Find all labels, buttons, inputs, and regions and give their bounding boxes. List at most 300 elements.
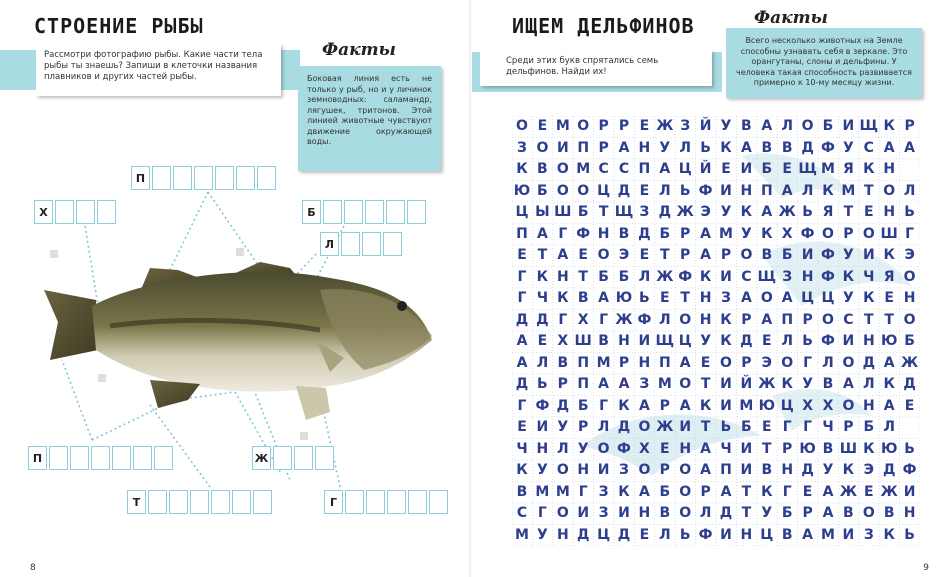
grid-letter[interactable]: Г <box>517 397 527 414</box>
grid-letter[interactable]: К <box>761 483 773 500</box>
grid-letter[interactable]: К <box>883 376 895 392</box>
grid-letter[interactable]: О <box>760 290 773 306</box>
grid-letter[interactable]: Н <box>862 397 875 414</box>
grid-letter[interactable]: Х <box>822 397 834 414</box>
grid-letter[interactable]: Ш <box>554 204 572 220</box>
grid-letter[interactable]: Ф <box>535 397 550 414</box>
grid-letter[interactable]: В <box>659 505 671 521</box>
grid-letter[interactable]: А <box>822 505 834 521</box>
grid-letter[interactable]: Ж <box>676 204 694 220</box>
grid-letter[interactable]: Г <box>782 483 792 500</box>
grid-letter[interactable]: Ш <box>574 333 592 349</box>
grid-letter[interactable]: И <box>720 376 732 392</box>
grid-letter[interactable]: Я <box>843 161 854 177</box>
grid-letter[interactable]: Э <box>863 462 874 478</box>
grid-letter[interactable]: Ш <box>839 440 858 457</box>
grid-letter[interactable]: Д <box>740 333 753 349</box>
grid-letter[interactable]: О <box>862 505 875 521</box>
answer-cell[interactable] <box>253 490 272 514</box>
grid-letter[interactable]: Т <box>680 290 690 306</box>
grid-letter[interactable]: Б <box>904 333 915 349</box>
grid-letter[interactable]: В <box>761 462 773 478</box>
grid-letter[interactable]: Р <box>578 419 589 435</box>
grid-letter[interactable]: Х <box>577 311 589 328</box>
grid-letter[interactable]: Т <box>864 311 874 328</box>
grid-letter[interactable]: Н <box>618 333 630 349</box>
grid-letter[interactable]: О <box>556 182 569 199</box>
grid-letter[interactable]: Е <box>660 290 670 306</box>
grid-letter[interactable]: М <box>596 354 611 371</box>
grid-letter[interactable]: Т <box>843 204 854 220</box>
grid-letter[interactable]: Л <box>638 268 651 285</box>
grid-letter[interactable]: Н <box>556 268 569 285</box>
grid-letter[interactable]: А <box>822 483 834 500</box>
answer-cell[interactable] <box>387 490 406 514</box>
grid-letter[interactable]: Щ <box>859 118 879 134</box>
grid-letter[interactable]: Е <box>639 182 650 199</box>
grid-letter[interactable]: У <box>557 419 569 435</box>
grid-letter[interactable]: И <box>720 397 732 414</box>
grid-letter[interactable]: Ь <box>537 376 548 392</box>
grid-letter[interactable]: Х <box>638 440 650 457</box>
answer-cell[interactable] <box>70 446 89 470</box>
grid-letter[interactable]: А <box>516 333 528 349</box>
grid-letter[interactable]: Л <box>883 419 895 435</box>
grid-letter[interactable]: Л <box>658 526 671 543</box>
grid-letter[interactable]: В <box>598 333 609 349</box>
grid-letter[interactable]: У <box>577 440 589 457</box>
grid-letter[interactable]: М <box>657 376 672 392</box>
grid-letter[interactable]: Е <box>721 161 731 177</box>
grid-letter[interactable]: Б <box>659 483 671 500</box>
grid-letter[interactable]: П <box>577 139 590 156</box>
grid-letter[interactable]: О <box>822 225 834 242</box>
grid-letter[interactable]: С <box>863 139 874 156</box>
grid-letter[interactable]: Л <box>903 182 916 199</box>
grid-letter[interactable]: К <box>842 268 855 285</box>
answer-cell[interactable] <box>154 446 173 470</box>
grid-letter[interactable]: Е <box>537 118 548 134</box>
grid-letter[interactable]: Л <box>597 419 610 435</box>
grid-letter[interactable]: Д <box>638 225 651 242</box>
grid-letter[interactable]: Б <box>761 161 773 177</box>
grid-letter[interactable]: В <box>741 118 752 134</box>
grid-letter[interactable]: Р <box>598 139 609 156</box>
grid-letter[interactable]: Т <box>700 376 711 392</box>
grid-letter[interactable]: О <box>556 462 569 478</box>
grid-letter[interactable]: П <box>516 225 528 242</box>
grid-letter[interactable]: Ь <box>679 526 691 543</box>
grid-letter[interactable]: У <box>720 204 732 220</box>
grid-letter[interactable]: Э <box>700 204 711 220</box>
grid-letter[interactable]: Г <box>537 505 547 521</box>
grid-letter[interactable]: Ю <box>880 440 898 457</box>
grid-letter[interactable]: Д <box>515 311 529 328</box>
answer-cell[interactable] <box>273 446 292 470</box>
grid-letter[interactable]: Н <box>638 139 651 156</box>
grid-letter[interactable]: Ц <box>597 182 611 199</box>
grid-letter[interactable]: И <box>801 247 814 263</box>
grid-letter[interactable]: Е <box>578 247 588 263</box>
answer-cell[interactable] <box>257 166 276 190</box>
grid-letter[interactable]: О <box>842 354 855 371</box>
grid-letter[interactable]: В <box>761 247 773 263</box>
grid-letter[interactable]: А <box>761 311 773 328</box>
grid-letter[interactable]: У <box>720 118 732 134</box>
grid-letter[interactable]: Ж <box>778 204 796 220</box>
answer-cell[interactable] <box>344 200 363 224</box>
answer-cell[interactable] <box>194 166 213 190</box>
grid-letter[interactable]: Ф <box>698 526 713 543</box>
grid-letter[interactable]: Л <box>781 333 793 349</box>
grid-letter[interactable]: Я <box>883 268 895 285</box>
grid-letter[interactable]: Р <box>741 311 752 328</box>
grid-letter[interactable]: Б <box>577 204 589 220</box>
grid-letter[interactable]: У <box>740 225 752 242</box>
grid-letter[interactable]: Ф <box>800 225 815 242</box>
grid-letter[interactable]: Й <box>699 161 712 177</box>
grid-letter[interactable]: А <box>638 397 650 414</box>
grid-letter[interactable]: В <box>822 376 834 392</box>
grid-letter[interactable]: Р <box>741 354 752 371</box>
grid-letter[interactable]: Л <box>781 118 793 134</box>
grid-letter[interactable]: Ч <box>720 440 732 457</box>
grid-letter[interactable]: Д <box>536 311 549 328</box>
grid-letter[interactable]: А <box>761 118 773 134</box>
grid-letter[interactable]: Е <box>700 354 711 371</box>
grid-letter[interactable]: И <box>556 139 569 156</box>
grid-letter[interactable]: Ф <box>821 268 835 285</box>
grid-letter[interactable]: Ч <box>863 268 875 285</box>
grid-letter[interactable]: К <box>618 397 630 414</box>
grid-letter[interactable]: Е <box>660 440 670 457</box>
grid-letter[interactable]: В <box>781 139 793 156</box>
grid-letter[interactable]: Л <box>679 139 691 156</box>
grid-letter[interactable]: О <box>597 247 610 263</box>
grid-letter[interactable]: В <box>781 526 793 543</box>
grid-letter[interactable]: Е <box>517 247 527 263</box>
grid-letter[interactable]: Ц <box>801 290 815 306</box>
grid-letter[interactable]: К <box>740 204 753 220</box>
answer-cell[interactable] <box>429 490 448 514</box>
grid-letter[interactable]: В <box>822 440 834 457</box>
grid-letter[interactable]: Р <box>904 118 915 134</box>
grid-letter[interactable]: И <box>740 462 753 478</box>
grid-letter[interactable]: Д <box>862 354 876 371</box>
grid-letter[interactable]: Е <box>884 290 894 306</box>
answer-cell[interactable] <box>148 490 167 514</box>
grid-letter[interactable]: Е <box>537 333 548 349</box>
grid-letter[interactable]: Д <box>882 462 896 478</box>
grid-letter[interactable]: Ж <box>656 268 674 285</box>
grid-letter[interactable]: Б <box>781 505 793 521</box>
grid-letter[interactable]: Г <box>803 419 813 435</box>
grid-letter[interactable]: Ф <box>821 333 835 349</box>
grid-letter[interactable]: Ч <box>516 440 528 457</box>
grid-letter[interactable]: К <box>822 182 834 199</box>
grid-letter[interactable]: Ф <box>678 268 693 285</box>
grid-letter[interactable]: А <box>761 204 773 220</box>
grid-letter[interactable]: Н <box>862 333 875 349</box>
grid-letter[interactable]: О <box>679 376 692 392</box>
grid-letter[interactable]: И <box>597 462 610 478</box>
grid-letter[interactable]: Р <box>700 483 711 500</box>
grid-letter[interactable]: М <box>821 526 835 543</box>
grid-letter[interactable]: А <box>557 247 569 263</box>
grid-letter[interactable]: П <box>577 354 590 371</box>
grid-letter[interactable]: З <box>619 462 629 478</box>
grid-letter[interactable]: Р <box>782 440 793 457</box>
grid-letter[interactable]: Г <box>599 397 609 414</box>
grid-letter[interactable]: О <box>679 311 692 328</box>
grid-letter[interactable]: П <box>658 354 671 371</box>
grid-letter[interactable]: Д <box>556 397 570 414</box>
grid-letter[interactable]: И <box>842 118 855 134</box>
grid-letter[interactable]: Д <box>658 204 672 220</box>
grid-letter[interactable]: М <box>719 225 733 242</box>
grid-letter[interactable]: К <box>516 161 528 177</box>
answer-cell[interactable] <box>112 446 131 470</box>
grid-letter[interactable]: А <box>781 290 793 306</box>
grid-letter[interactable]: О <box>577 182 590 199</box>
grid-letter[interactable]: К <box>883 247 895 263</box>
grid-letter[interactable]: О <box>842 397 855 414</box>
answer-cell[interactable] <box>383 232 402 256</box>
grid-letter[interactable]: Г <box>517 290 527 306</box>
answer-cell[interactable] <box>323 200 342 224</box>
grid-letter[interactable]: Ц <box>780 397 794 414</box>
grid-letter[interactable]: Т <box>884 311 894 328</box>
grid-letter[interactable]: Ю <box>758 397 776 414</box>
answer-cell[interactable] <box>315 446 334 470</box>
grid-letter[interactable]: В <box>557 354 569 371</box>
grid-letter[interactable]: Б <box>781 247 793 263</box>
grid-letter[interactable]: Р <box>618 118 630 134</box>
grid-letter[interactable]: З <box>721 290 731 306</box>
grid-letter[interactable]: Ь <box>720 419 732 435</box>
grid-letter[interactable]: А <box>598 376 610 392</box>
grid-letter[interactable]: Ц <box>678 333 692 349</box>
grid-letter[interactable]: З <box>680 118 691 134</box>
grid-letter[interactable]: В <box>843 505 854 521</box>
grid-letter[interactable]: Ж <box>839 483 857 500</box>
grid-letter[interactable]: Н <box>679 440 692 457</box>
grid-letter[interactable]: Н <box>597 225 610 242</box>
grid-letter[interactable]: Л <box>801 182 814 199</box>
grid-letter[interactable]: М <box>535 483 550 500</box>
answer-cell[interactable] <box>362 232 381 256</box>
grid-letter[interactable]: Е <box>639 118 650 134</box>
grid-letter[interactable]: Н <box>536 440 549 457</box>
grid-letter[interactable]: К <box>516 462 528 478</box>
grid-letter[interactable]: Е <box>639 526 650 543</box>
grid-letter[interactable]: О <box>862 225 875 242</box>
grid-letter[interactable]: К <box>883 526 895 543</box>
answer-cell[interactable] <box>49 446 68 470</box>
answer-cell[interactable] <box>169 490 188 514</box>
grid-letter[interactable]: Ь <box>904 204 915 220</box>
grid-letter[interactable]: Г <box>803 354 813 371</box>
grid-letter[interactable]: Т <box>741 483 752 500</box>
grid-letter[interactable]: О <box>679 462 692 478</box>
grid-letter[interactable]: С <box>516 505 528 521</box>
grid-letter[interactable]: З <box>598 505 609 521</box>
grid-letter[interactable]: А <box>720 483 732 500</box>
grid-letter[interactable]: Ю <box>513 182 531 199</box>
grid-letter[interactable]: Г <box>558 225 568 242</box>
grid-letter[interactable]: А <box>536 225 548 242</box>
grid-letter[interactable]: А <box>659 161 671 177</box>
answer-cell[interactable] <box>91 446 110 470</box>
grid-letter[interactable]: И <box>740 161 753 177</box>
grid-letter[interactable]: И <box>536 419 549 435</box>
grid-letter[interactable]: В <box>618 225 630 242</box>
grid-letter[interactable]: И <box>720 182 732 199</box>
grid-letter[interactable]: У <box>700 333 711 349</box>
grid-letter[interactable]: Е <box>762 333 772 349</box>
grid-letter[interactable]: Л <box>699 505 712 521</box>
grid-letter[interactable]: Р <box>618 354 630 371</box>
grid-letter[interactable]: А <box>516 354 528 371</box>
grid-letter[interactable]: Е <box>904 397 915 414</box>
grid-letter[interactable]: О <box>822 311 834 328</box>
grid-letter[interactable]: А <box>883 354 895 371</box>
grid-letter[interactable]: Х <box>781 225 793 242</box>
grid-letter[interactable]: З <box>598 483 609 500</box>
grid-letter[interactable]: К <box>720 333 732 349</box>
grid-letter[interactable]: Ш <box>880 225 898 242</box>
grid-letter[interactable]: Т <box>700 419 711 435</box>
grid-letter[interactable]: Ю <box>880 333 898 349</box>
grid-letter[interactable]: Ж <box>615 311 633 328</box>
grid-letter[interactable]: А <box>904 139 916 156</box>
grid-letter[interactable]: Ф <box>821 139 835 156</box>
grid-letter[interactable]: Ц <box>515 204 529 220</box>
answer-cell[interactable] <box>215 166 234 190</box>
grid-letter[interactable]: И <box>577 505 590 521</box>
answer-cell[interactable] <box>365 200 384 224</box>
grid-letter[interactable]: Д <box>801 139 814 156</box>
grid-letter[interactable]: А <box>638 483 650 500</box>
grid-letter[interactable]: Р <box>843 225 854 242</box>
grid-letter[interactable]: М <box>841 182 856 199</box>
grid-letter[interactable]: Т <box>537 247 548 263</box>
grid-letter[interactable]: Д <box>801 462 814 478</box>
answer-cell[interactable] <box>232 490 251 514</box>
grid-letter[interactable]: Х <box>802 397 813 414</box>
grid-letter[interactable]: Ь <box>679 182 691 199</box>
grid-letter[interactable]: А <box>781 182 793 199</box>
grid-letter[interactable]: А <box>679 354 691 371</box>
grid-letter[interactable]: Г <box>905 225 915 242</box>
grid-letter[interactable]: И <box>679 419 692 435</box>
grid-letter[interactable]: Т <box>864 182 874 199</box>
grid-letter[interactable]: Г <box>599 311 609 328</box>
grid-letter[interactable]: У <box>536 462 548 478</box>
grid-letter[interactable]: Щ <box>757 268 777 285</box>
grid-letter[interactable]: З <box>863 526 874 543</box>
answer-cell[interactable] <box>211 490 230 514</box>
grid-letter[interactable]: Д <box>515 376 529 392</box>
grid-letter[interactable]: К <box>618 483 630 500</box>
grid-letter[interactable]: Р <box>659 397 670 414</box>
grid-letter[interactable]: А <box>883 139 895 156</box>
grid-letter[interactable]: Р <box>680 225 691 242</box>
grid-letter[interactable]: Ь <box>639 290 650 306</box>
grid-letter[interactable]: Б <box>577 397 589 414</box>
grid-letter[interactable]: В <box>883 505 895 521</box>
grid-letter[interactable]: Н <box>903 290 916 306</box>
answer-cell[interactable] <box>133 446 152 470</box>
grid-letter[interactable]: А <box>598 290 610 306</box>
answer-cell[interactable] <box>366 490 385 514</box>
grid-letter[interactable]: К <box>883 118 895 134</box>
grid-letter[interactable]: О <box>556 161 569 177</box>
grid-letter[interactable]: Н <box>638 505 651 521</box>
grid-letter[interactable]: Л <box>658 182 671 199</box>
grid-letter[interactable]: К <box>842 462 855 478</box>
grid-letter[interactable]: И <box>720 268 732 285</box>
grid-letter[interactable]: Н <box>903 505 916 521</box>
grid-letter[interactable]: Ч <box>822 419 834 435</box>
answer-cell[interactable] <box>190 490 209 514</box>
grid-letter[interactable]: Л <box>822 354 834 371</box>
grid-letter[interactable]: У <box>842 247 854 263</box>
grid-letter[interactable]: Н <box>556 526 569 543</box>
grid-letter[interactable]: У <box>822 462 834 478</box>
grid-letter[interactable]: И <box>842 526 855 543</box>
grid-letter[interactable]: Ю <box>615 290 633 306</box>
grid-letter[interactable]: Н <box>883 161 896 177</box>
grid-letter[interactable]: Т <box>598 204 609 220</box>
grid-letter[interactable]: Е <box>782 161 792 177</box>
grid-letter[interactable]: О <box>903 268 916 285</box>
grid-letter[interactable]: О <box>638 419 651 435</box>
answer-cell[interactable] <box>407 200 426 224</box>
grid-letter[interactable]: А <box>679 397 691 414</box>
grid-letter[interactable]: К <box>699 268 712 285</box>
grid-letter[interactable]: А <box>883 397 895 414</box>
grid-letter[interactable]: К <box>863 161 875 177</box>
answer-cell[interactable] <box>386 200 405 224</box>
grid-letter[interactable]: Ь <box>904 526 915 543</box>
grid-letter[interactable]: Ц <box>597 526 611 543</box>
grid-letter[interactable]: Н <box>699 311 712 328</box>
grid-letter[interactable]: Ц <box>821 290 835 306</box>
grid-letter[interactable]: А <box>740 139 752 156</box>
grid-letter[interactable]: И <box>862 247 875 263</box>
grid-letter[interactable]: С <box>843 311 854 328</box>
grid-letter[interactable]: В <box>537 161 548 177</box>
grid-letter[interactable]: Ь <box>802 204 813 220</box>
grid-letter[interactable]: О <box>679 505 692 521</box>
grid-letter[interactable]: Е <box>802 483 813 500</box>
grid-letter[interactable]: Б <box>741 419 752 435</box>
grid-letter[interactable]: Ж <box>901 354 919 371</box>
grid-letter[interactable]: О <box>740 247 753 263</box>
grid-letter[interactable]: Ж <box>656 118 674 134</box>
grid-letter[interactable]: О <box>556 505 569 521</box>
grid-letter[interactable]: Н <box>740 526 753 543</box>
grid-letter[interactable]: Р <box>802 311 813 328</box>
answer-cell[interactable] <box>345 490 364 514</box>
grid-letter[interactable]: Д <box>617 182 631 199</box>
grid-letter[interactable]: Ь <box>700 139 711 156</box>
grid-letter[interactable]: З <box>639 204 650 220</box>
grid-letter[interactable]: У <box>659 139 671 156</box>
grid-letter[interactable]: Р <box>720 247 732 263</box>
grid-letter[interactable]: Д <box>617 419 631 435</box>
